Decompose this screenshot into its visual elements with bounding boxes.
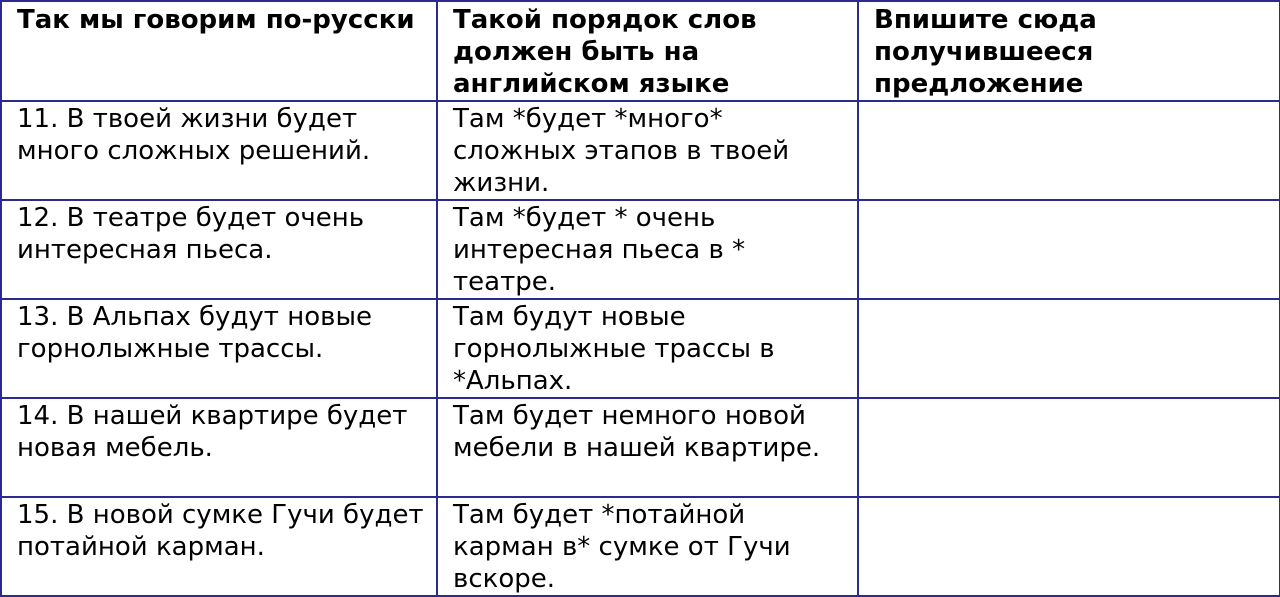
header-english-order: Такой порядок слов должен быть на английском языке: [437, 1, 858, 101]
table-row: [1, 497, 1280, 596]
table-row: [1, 200, 1280, 299]
table-row: [1, 299, 1280, 398]
table-header-row: [1, 1, 1280, 101]
answer-cell[interactable]: [858, 101, 1280, 200]
russian-cell: 12. В театре будет очень интересная пьеса.: [1, 200, 437, 299]
table-row: [1, 101, 1280, 200]
answer-cell[interactable]: [858, 299, 1280, 398]
russian-cell: 14. В нашей квартире будет новая мебель.: [1, 398, 437, 497]
english-order-cell: Там будет *потайной карман в* сумке от Гучи вскоре.: [437, 497, 858, 596]
russian-cell: 11. В твоей жизни будет много сложных решений.: [1, 101, 437, 200]
english-order-cell: Там *будет *много* сложных этапов в твоей жизни.: [437, 101, 858, 200]
answer-cell[interactable]: [858, 497, 1280, 596]
english-order-cell: Там *будет * очень интересная пьеса в * театре.: [437, 200, 858, 299]
header-russian: Так мы говорим по-русски: [1, 1, 437, 101]
english-order-cell: Там будет немного новой мебели в нашей квартире.: [437, 398, 858, 497]
header-answer: Впишите сюда получившееся предложение: [858, 1, 1280, 101]
russian-cell: 13. В Альпах будут новые горнолыжные трассы.: [1, 299, 437, 398]
answer-cell[interactable]: [858, 200, 1280, 299]
answer-cell[interactable]: [858, 398, 1280, 497]
russian-cell: 15. В новой сумке Гучи будет потайной карман.: [1, 497, 437, 596]
table-row: [1, 398, 1280, 497]
english-order-cell: Там будут новые горнолыжные трассы в *Альпах.: [437, 299, 858, 398]
